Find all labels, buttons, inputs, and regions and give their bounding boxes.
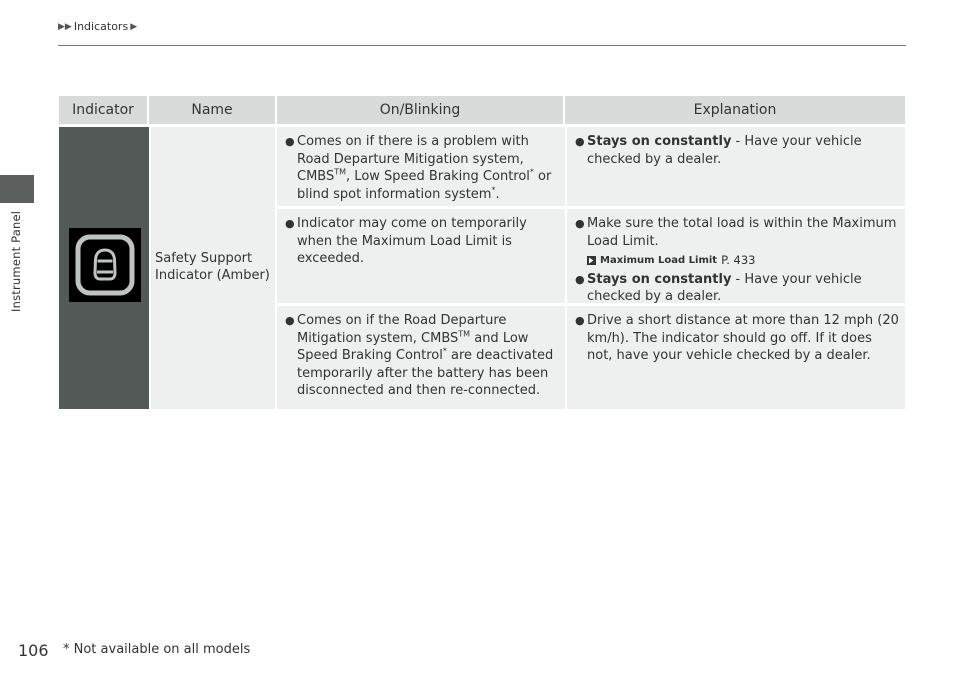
footnote: * Not available on all models — [63, 642, 251, 657]
table-row — [277, 127, 905, 206]
on-blinking-cell — [277, 127, 565, 206]
bullet-icon: ● — [575, 272, 585, 286]
explanation-text: Make sure the total load is within the Maximum Load Limit. — [587, 216, 897, 249]
section-tab-marker — [0, 175, 34, 203]
bullet-icon: ● — [575, 314, 585, 327]
on-text: Comes on if the Road Departure Mitigation system, CMBS™ and Low Speed Braking Control* are deactivated temporarily after the battery has been disconnected and then re-connected. — [297, 313, 554, 398]
header-on-blinking: On/Blinking — [277, 96, 565, 124]
cross-reference-link[interactable] — [587, 252, 899, 270]
bullet-icon: ● — [285, 135, 295, 148]
explanation-cell — [567, 127, 905, 206]
on-blinking-cell — [277, 209, 565, 303]
bullet-icon: ● — [285, 314, 295, 327]
explanation-text: Stays on constantly - Have your vehicle checked by a dealer. — [587, 271, 862, 304]
xref-page: P. 433 — [721, 253, 756, 267]
on-blinking-cell — [277, 306, 565, 409]
breadcrumb-item[interactable]: Indicators — [73, 20, 129, 33]
explanation-text: Drive a short distance at more than 12 mph (20 km/h). The indicator should go off. If it does not, have your vehicle checked by a dealer. — [587, 313, 899, 363]
breadcrumb-arrow-icon: ▶ — [130, 21, 138, 32]
on-text: Indicator may come on temporarily when the Maximum Load Limit is exceeded. — [297, 216, 527, 266]
table-row — [277, 306, 905, 409]
indicator-table — [59, 96, 905, 409]
reference-arrow-icon — [587, 256, 596, 265]
explanation-cell — [567, 209, 905, 303]
table-header — [59, 96, 905, 124]
safety-support-car-icon — [69, 228, 141, 302]
on-text: Comes on if there is a problem with Road Departure Mitigation system, CMBS™, Low Speed Braking Control* or blind spot information system*. — [297, 134, 552, 202]
xref-title: Maximum Load Limit — [600, 255, 718, 266]
bullet-icon: ● — [575, 217, 585, 230]
section-label: Instrument Panel — [9, 210, 23, 312]
table-row — [277, 209, 905, 303]
header-divider — [58, 45, 906, 46]
indicator-cell — [59, 127, 149, 409]
page-number: 106 — [18, 641, 49, 660]
header-explanation: Explanation — [693, 102, 777, 118]
explanation-cell — [567, 306, 905, 409]
header-indicator: Indicator — [59, 96, 149, 124]
name-line: Indicator (Amber) — [155, 268, 270, 283]
bullet-icon: ● — [285, 217, 295, 230]
explanation-text: Stays on constantly - Have your vehicle checked by a dealer. — [587, 134, 862, 167]
breadcrumb-arrow-icon: ▶▶ — [58, 21, 72, 32]
name-cell — [151, 127, 275, 409]
breadcrumb — [58, 20, 137, 33]
name-line: Safety Support — [155, 251, 253, 266]
table-body — [59, 127, 905, 409]
bullet-icon: ● — [575, 135, 585, 148]
header-name: Name — [149, 96, 277, 124]
